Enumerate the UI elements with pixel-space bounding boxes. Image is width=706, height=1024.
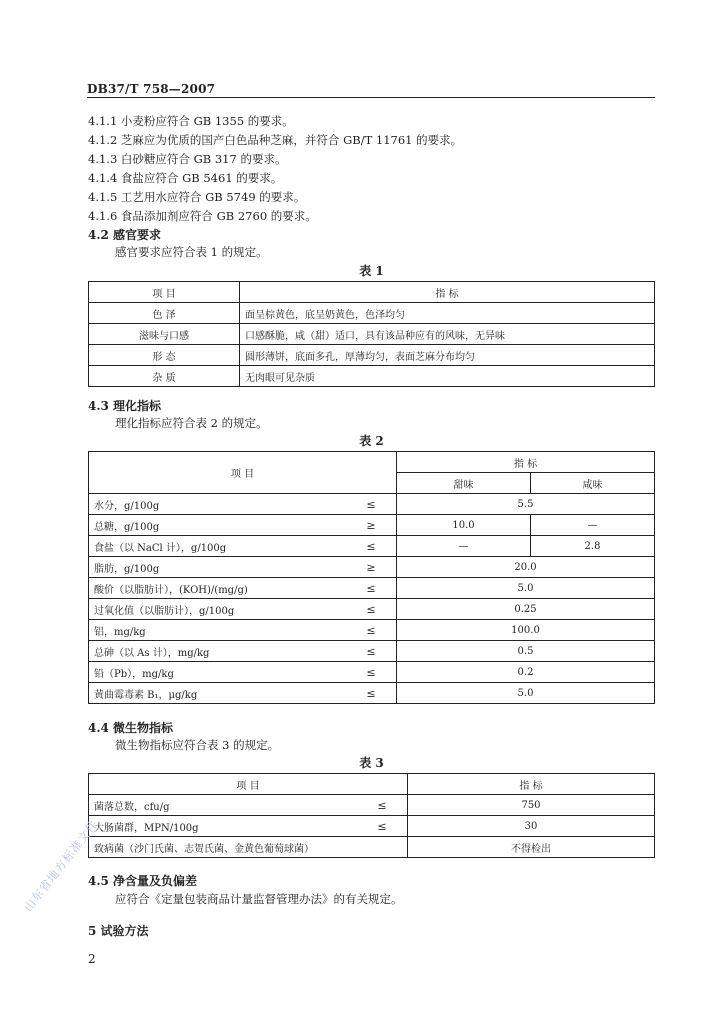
table2-row-symbol: ≥	[346, 515, 397, 536]
document-code: DB37/T 758—2007	[87, 82, 216, 96]
section-4-2-text: 感官要求应符合表 1 的规定。	[115, 245, 268, 259]
table2-head-index: 指 标	[397, 452, 655, 473]
table1	[88, 281, 655, 387]
section-4-3-heading: 4.3 理化指标	[88, 399, 162, 413]
table2-row-value: 100.0	[397, 620, 655, 641]
table-row	[89, 494, 655, 515]
table3-row-value: 不得检出	[408, 837, 655, 858]
table3-row-name: 致病菌（沙门氏菌、志贺氏菌、金黄色葡萄球菌）	[89, 837, 358, 858]
table3-head-index: 指 标	[408, 774, 655, 795]
header-rule	[87, 97, 655, 98]
table3-row-symbol	[357, 837, 408, 858]
item-4-1-3: 4.1.3 白砂糖应符合 GB 317 的要求。	[88, 152, 287, 166]
table2-row-name: 过氧化值（以脂肪计），g/100g	[89, 599, 347, 620]
table2-row-symbol: ≤	[346, 662, 397, 683]
table-row	[89, 816, 655, 837]
table2-row-value: 0.5	[397, 641, 655, 662]
table1-cell: 形 态	[89, 345, 240, 366]
table2-row-name: 水分，g/100g	[89, 494, 347, 515]
table2-row-name: 食盐（以 NaCl 计），g/100g	[89, 536, 347, 557]
table-row	[89, 324, 655, 345]
table3-row-symbol: ≤	[357, 816, 408, 837]
table2-row-symbol: ≤	[346, 599, 397, 620]
table2-row-value: 0.25	[397, 599, 655, 620]
table3-head-item: 项 目	[89, 774, 408, 795]
table1-caption: 表 1	[359, 264, 384, 278]
table2-caption: 表 2	[359, 434, 384, 448]
table3-row-symbol: ≤	[357, 795, 408, 816]
section-4-5-text: 应符合《定量包装商品计量监督管理办法》的有关规定。	[115, 892, 403, 906]
item-4-1-4: 4.1.4 食盐应符合 GB 5461 的要求。	[88, 171, 283, 185]
table2-row-value: 20.0	[397, 557, 655, 578]
table-row	[89, 536, 655, 557]
table-row	[89, 599, 655, 620]
table2-row-symbol: ≤	[346, 641, 397, 662]
item-4-1-1: 4.1.1 小麦粉应符合 GB 1355 的要求。	[88, 114, 294, 128]
table3-row-value: 30	[408, 816, 655, 837]
table2	[88, 451, 655, 704]
table2-row-sweet: 10.0	[397, 515, 531, 536]
table-header-row	[89, 282, 655, 303]
section-5-heading: 5 试验方法	[88, 924, 149, 938]
table2-head-salty: 咸味	[531, 473, 655, 494]
watermark-stamp: 山东省地方标准文件	[20, 816, 102, 915]
table-header-row	[89, 452, 655, 473]
table3-row-name: 菌落总数，cfu/g	[89, 795, 358, 816]
table1-cell: 面呈棕黄色，底呈奶黄色，色泽均匀	[240, 303, 655, 324]
table-row	[89, 795, 655, 816]
table2-row-salty: 2.8	[531, 536, 655, 557]
table1-cell: 滋味与口感	[89, 324, 240, 345]
table3	[88, 773, 655, 858]
section-4-3-text: 理化指标应符合表 2 的规定。	[115, 416, 268, 430]
table2-row-symbol: ≤	[346, 536, 397, 557]
table2-row-symbol: ≤	[346, 620, 397, 641]
item-4-1-5: 4.1.5 工艺用水应符合 GB 5749 的要求。	[88, 190, 306, 204]
table-row	[89, 578, 655, 599]
table-header-row	[89, 774, 655, 795]
table3-row-name: 大肠菌群，MPN/100g	[89, 816, 358, 837]
table3-row-value: 750	[408, 795, 655, 816]
table-row	[89, 366, 655, 387]
section-4-5-heading: 4.5 净含量及负偏差	[88, 874, 198, 888]
table1-cell: 杂 质	[89, 366, 240, 387]
table1-cell: 无肉眼可见杂质	[240, 366, 655, 387]
table-row	[89, 662, 655, 683]
table1-cell: 口感酥脆，咸（甜）适口，具有该品种应有的风味，无异味	[240, 324, 655, 345]
table2-row-value: 5.5	[397, 494, 655, 515]
table2-row-name: 酸价（以脂肪计），(KOH)/(mg/g)	[89, 578, 347, 599]
page-number: 2	[88, 952, 96, 966]
table2-row-name: 总砷（以 As 计），mg/kg	[89, 641, 347, 662]
table2-row-name: 铝，mg/kg	[89, 620, 347, 641]
table2-row-name: 铅（Pb），mg/kg	[89, 662, 347, 683]
table-row	[89, 515, 655, 536]
table2-row-name: 黄曲霉毒素 B₁，μg/kg	[89, 683, 347, 704]
table2-row-symbol: ≤	[346, 683, 397, 704]
table2-row-value: 0.2	[397, 662, 655, 683]
table-row	[89, 683, 655, 704]
table2-head-sweet: 甜味	[397, 473, 531, 494]
item-4-1-6: 4.1.6 食品添加剂应符合 GB 2760 的要求。	[88, 209, 317, 223]
table2-row-symbol: ≥	[346, 557, 397, 578]
table2-row-value: 5.0	[397, 683, 655, 704]
section-4-2-heading: 4.2 感官要求	[88, 228, 162, 242]
table-row	[89, 620, 655, 641]
table2-head-item: 项 目	[89, 452, 397, 494]
table2-row-name: 脂肪，g/100g	[89, 557, 347, 578]
section-4-4-heading: 4.4 微生物指标	[88, 721, 174, 735]
table2-row-value: 5.0	[397, 578, 655, 599]
item-4-1-2: 4.1.2 芝麻应为优质的国产白色品种芝麻，并符合 GB/T 11761 的要求。	[88, 133, 463, 147]
table1-cell: 色 泽	[89, 303, 240, 324]
table-row	[89, 303, 655, 324]
table1-cell: 圆形薄饼，底面多孔，厚薄均匀，表面芝麻分布均匀	[240, 345, 655, 366]
table-row	[89, 557, 655, 578]
table2-row-salty: —	[531, 515, 655, 536]
table-row	[89, 837, 655, 858]
table-row	[89, 345, 655, 366]
table2-row-sweet: —	[397, 536, 531, 557]
table1-head-item: 项 目	[89, 282, 240, 303]
table2-row-symbol: ≤	[346, 494, 397, 515]
table3-caption: 表 3	[359, 756, 384, 770]
section-4-4-text: 微生物指标应符合表 3 的规定。	[115, 738, 280, 752]
table2-row-name: 总糖，g/100g	[89, 515, 347, 536]
table-row	[89, 641, 655, 662]
table2-row-symbol: ≤	[346, 578, 397, 599]
table1-head-index: 指 标	[240, 282, 655, 303]
